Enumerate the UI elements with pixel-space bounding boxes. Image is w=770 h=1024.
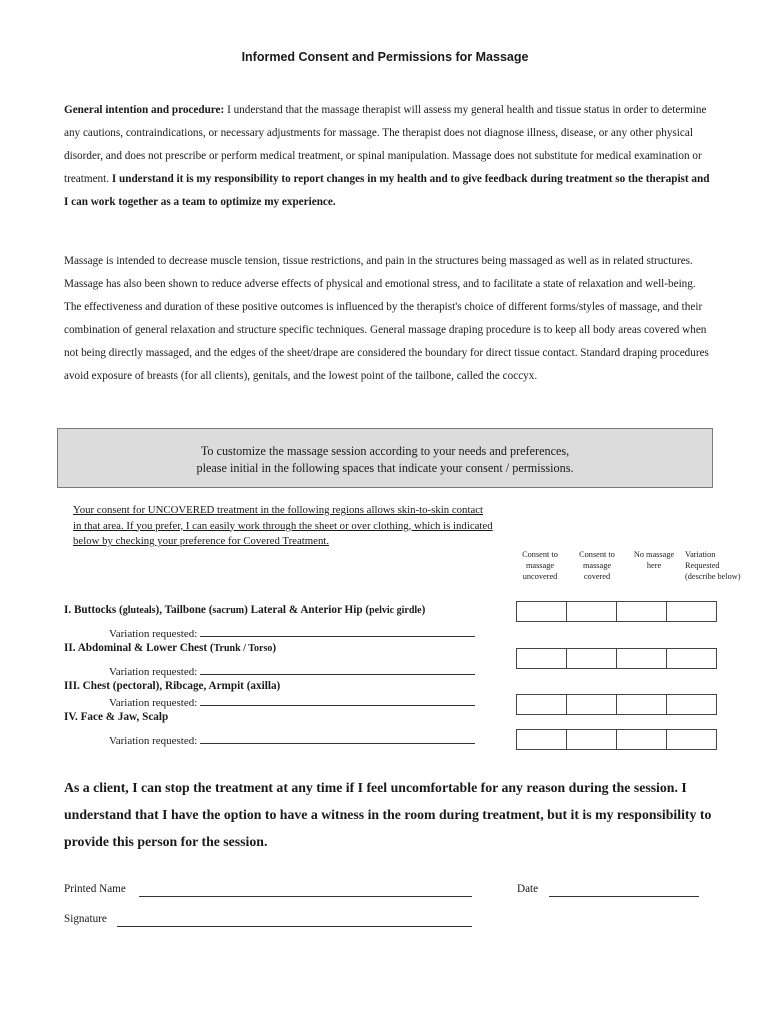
general-intention-paragraph (64, 99, 712, 214)
region-1-variation: Variation requested: (109, 626, 475, 640)
region-3-variation-line[interactable] (200, 695, 475, 706)
uncovered-consent-note: Your consent for UNCOVERED treatment in the following regions allows skin-to-skin contact in that area. If you prefer, I can easily work through the sheet or over clothing, which is indicated below by checking your preference for Covered Treatment. (73, 504, 493, 547)
general-intention-text: I understand that the massage therapist will assess my general health and tissue status in order to determine any cautions, contraindications, or necessary adjustments for massage. The therapist does not diagnose illness, disease, or any other physical disorder, and does not prescribe or perform medical treatment, or spinal manipulation. Massage does not substitute for medical examination or treatment. (64, 104, 707, 185)
region-4-variation: Variation requested: (109, 733, 475, 747)
region-2-label: II. Abdominal & Lower Chest (Trunk / Torso) (64, 642, 277, 654)
region-1-checkboxes (516, 601, 716, 622)
printed-name-label: Printed Name (64, 883, 126, 895)
column-header-uncovered: Consent to massage uncovered (522, 550, 558, 581)
region-1-uncovered-box[interactable] (516, 601, 567, 622)
massage-description-paragraph: Massage is intended to decrease muscle tension, tissue restrictions, and pain in the structures being massaged as well as in related structures. Massage has also been shown to reduce adverse effects of physical and emotional stress, and to facilitate a state of relaxation and well-being. The effectiveness and duration of these positive outcomes is influenced by the therapist's choice of different forms/styles of massage, and their combination of general relaxation and structure specific techniques. General massage draping procedure is to keep all body areas covered when not being directly massaged, and the edges of the sheet/drape are considered the boundary for direct tissue contact. Standard draping procedures avoid exposure of breasts (for all clients), genitals, and the lowest point of the tailbone, called the coccyx. (64, 255, 709, 382)
region-3-variation-box[interactable] (666, 694, 717, 715)
column-header-no-massage: No massage here (633, 550, 675, 570)
signature-label: Signature (64, 913, 107, 925)
region-4-label: IV. Face & Jaw, Scalp (64, 711, 169, 723)
region-2-no-massage-box[interactable] (616, 648, 667, 669)
region-2-variation-line[interactable] (200, 664, 475, 675)
region-1-variation-line[interactable] (200, 626, 475, 637)
column-header-covered: Consent to massage covered (579, 550, 615, 581)
region-2-variation: Variation requested: (109, 664, 475, 678)
signature-line[interactable] (117, 926, 472, 927)
region-4-variation-line[interactable] (200, 733, 475, 744)
region-1-covered-box[interactable] (566, 601, 617, 622)
date-line[interactable] (549, 896, 699, 897)
general-intention-lead: General intention and procedure: (64, 104, 225, 116)
region-3-no-massage-box[interactable] (616, 694, 667, 715)
region-1-variation-box[interactable] (666, 601, 717, 622)
region-3-label: III. Chest (pectoral), Ribcage, Armpit (axilla) (64, 680, 281, 692)
client-rights-statement: As a client, I can stop the treatment at any time if I feel uncomfortable for any reason during the session. I understand that I have the option to have a witness in the room during treatment, but it is my responsibility to provide this person for the session. (64, 780, 712, 849)
column-header-variation: Variation Requested (describe below) (685, 550, 741, 581)
region-3-uncovered-box[interactable] (516, 694, 567, 715)
printed-name-line[interactable] (139, 896, 472, 897)
region-3-covered-box[interactable] (566, 694, 617, 715)
date-label: Date (517, 883, 539, 895)
form-title: Informed Consent and Permissions for Massage (241, 50, 529, 64)
customize-instructions-box (57, 428, 713, 488)
region-4-no-massage-box[interactable] (616, 729, 667, 750)
region-4-uncovered-box[interactable] (516, 729, 567, 750)
region-4-covered-box[interactable] (566, 729, 617, 750)
region-2-uncovered-box[interactable] (516, 648, 567, 669)
region-4-checkboxes (516, 729, 716, 750)
customize-line-1: To customize the massage session according to your needs and preferences, (200, 444, 570, 458)
region-2-checkboxes (516, 648, 716, 669)
region-2-variation-box[interactable] (666, 648, 717, 669)
region-2-covered-box[interactable] (566, 648, 617, 669)
customize-line-2: please initial in the following spaces that indicate your consent / permissions. (196, 461, 574, 475)
responsibility-statement: I understand it is my responsibility to report changes in my health and to give feedback during treatment so the therapist and I can work together as a team to optimize my experience. (64, 173, 710, 208)
region-3-checkboxes (516, 694, 716, 715)
region-1-label: I. Buttocks (gluteals), Tailbone (sacrum) Lateral & Anterior Hip (pelvic girdle) (64, 604, 426, 616)
region-1-no-massage-box[interactable] (616, 601, 667, 622)
region-3-variation: Variation requested: (109, 695, 475, 709)
region-4-variation-box[interactable] (666, 729, 717, 750)
